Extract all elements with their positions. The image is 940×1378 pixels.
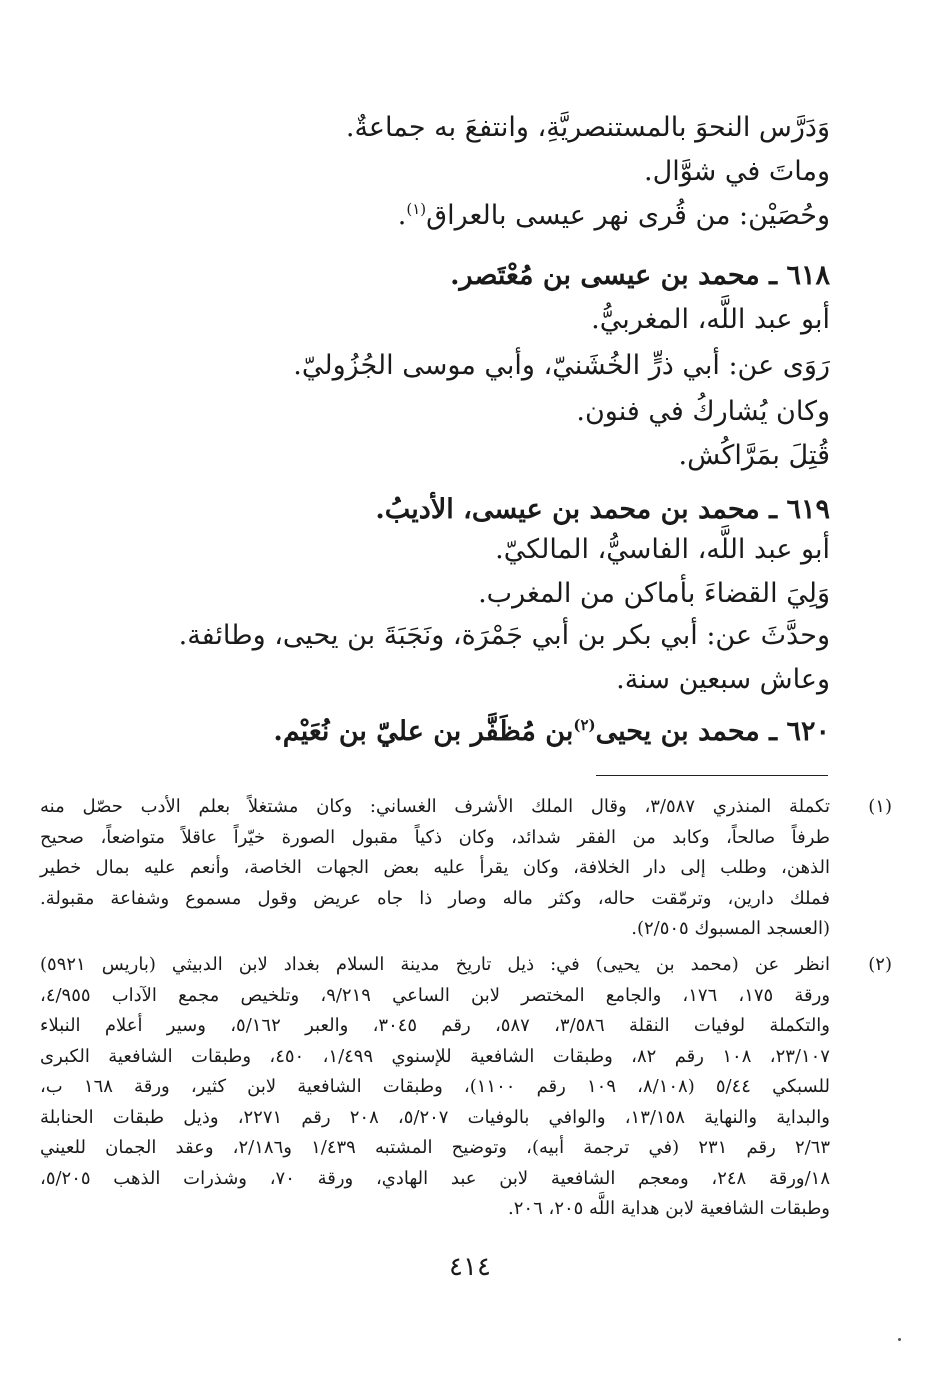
- footnote-2-number: (٢): [868, 954, 892, 975]
- entry-heading-620-part1: ٦٢٠ ـ محمد بن يحيى: [595, 716, 830, 747]
- body-line-1: وَدَرَّس النحوَ بالمستنصريَّةِ، وانتفعَ به جماعةٌ.: [345, 112, 830, 143]
- body-line-3-text: وحُصَيْن: من قُرى نهر عيسى بالعراق: [426, 200, 830, 231]
- body-line-12: وحدَّثَ عن: أبي بكر بن أبي جَمْرَة، ونَجَبَةَ بن يحيى، وطائفة.: [178, 620, 830, 651]
- footnote-2-line-9: وطبقات الشافعية لابن هداية اللَّه ٢٠٥، ٢٠٦.: [508, 1198, 830, 1219]
- footnote-2-line-8: ١٨/ورقة ٢٤٨، ومعجم الشافعية لابن عبد الهادي، ورقة ٧٠، وشذرات الذهب ٥/٢٠٥،: [40, 1167, 831, 1189]
- footnote-2-line-5: للسبكي ٥/٤٤ (٨/١٠٨، ١٠٩ رقم ١١٠٠)، وطبقات الشافعية لابن كثير، ورقة ١٦٨ ب،: [40, 1076, 830, 1097]
- page-number: ٤١٤: [449, 1252, 491, 1282]
- entry-heading-620-part2: بن مُظَفَّر بن عليّ بن نُعَيْم.: [273, 716, 574, 747]
- footnote-ref-1[interactable]: (١): [406, 200, 427, 218]
- footnote-1: [40, 792, 892, 945]
- footnote-2-line-7: ٢/٦٣ رقم ٢٣١ (في ترجمة أبيه)، وتوضيح المشتبه ١/٤٣٩ و٢/١٨٦، وعقد الجمان للعيني: [40, 1137, 831, 1158]
- body-line-8: قُتِلَ بمَرَّاكُش.: [678, 440, 830, 471]
- body-line-2: وماتَ في شوَّال.: [644, 156, 830, 187]
- body-line-11: وَلِيَ القضاءَ بأماكن من المغرب.: [478, 578, 830, 609]
- entry-heading-619: ٦١٩ ـ محمد بن محمد بن عيسى، الأديبُ.: [375, 494, 830, 525]
- entry-heading-620: [273, 712, 830, 752]
- body-line-3-period: .: [397, 200, 407, 231]
- footnote-1-number: (١): [868, 796, 892, 817]
- footnote-2-line-6: والبداية والنهاية ١٣/١٥٨، والوافي بالوفيات ٥/٢٠٧، ٢٠٨ رقم ٢٢٧١، وذيل طبقات الحنابلة: [40, 1106, 830, 1128]
- footnote-2-line-4: ٢٣/١٠٧، ١٠٨ رقم ٨٢، وطبقات الشافعية للإسنوي ١/٤٩٩، ٤٥٠، وطبقات الشافعية الكبرى: [40, 1045, 830, 1067]
- footnote-1-line-1: تكملة المنذري ٣/٥٨٧، وقال الملك الأشرف الغساني: وكان مشتغلاً بعلم الأدب حصّل منه: [40, 796, 830, 817]
- footnote-1-line-4: فملك دارين، وترمّقت حاله، وكثر ماله وصار ذا جاه عريض وقول مسموع وشفاعة مقبولة.: [40, 887, 830, 909]
- scan-speck: [898, 1338, 901, 1341]
- body-line-3: [398, 196, 830, 236]
- footnote-1-line-5: (العسجد المسبوك ٢/٥٠٥).: [631, 918, 830, 939]
- footnote-1-line-2: طرفاً صالحاً، وكابد من الفقر شدائد، وكان ذكياً مقبول الصورة خيّراً عاقلاً متواضعاً، صحيح: [40, 826, 830, 848]
- body-line-10: أبو عبد اللَّه، الفاسيُّ، المالكيّ.: [495, 534, 830, 565]
- footnote-2: [40, 950, 892, 1225]
- entry-heading-618: ٦١٨ ـ محمد بن عيسى بن مُعْتَصر.: [450, 260, 830, 291]
- footnote-1-line-3: الذهن، وطلب إلى دار الخلافة، وكان يقرأ عليه بعض الجهات الخاصة، وأنعم عليه بمال خطير: [40, 857, 830, 878]
- body-line-6: رَوَى عن: أبي ذرٍّ الخُشَنيّ، وأبي موسى الجُزُوليّ.: [293, 350, 830, 381]
- body-line-13: وعاش سبعين سنة.: [616, 664, 830, 695]
- footnote-2-line-3: والتكملة لوفيات النقلة ٣/٥٨٦، ٥٨٧، رقم ٣٠٤٥، والعبر ٥/١٦٢، وسير أعلام النبلاء: [40, 1015, 830, 1036]
- footnote-2-line-2: ورقة ١٧٥، ١٧٦، والجامع المختصر لابن الساعي ٩/٢١٩، وتلخيص مجمع الآداب ٤/٩٥٥،: [40, 984, 831, 1006]
- body-line-5: أبو عبد اللَّه، المغربيُّ.: [591, 304, 830, 335]
- footnote-2-line-1: انظر عن (محمد بن يحيى) في: ذيل تاريخ مدينة السلام بغداد لابن الدبيثي (باريس ٥٩٢١): [40, 954, 830, 975]
- footnote-separator: [596, 775, 828, 776]
- body-line-7: وكان يُشاركُ في فنون.: [576, 396, 830, 427]
- footnote-ref-2[interactable]: (٢): [573, 716, 596, 734]
